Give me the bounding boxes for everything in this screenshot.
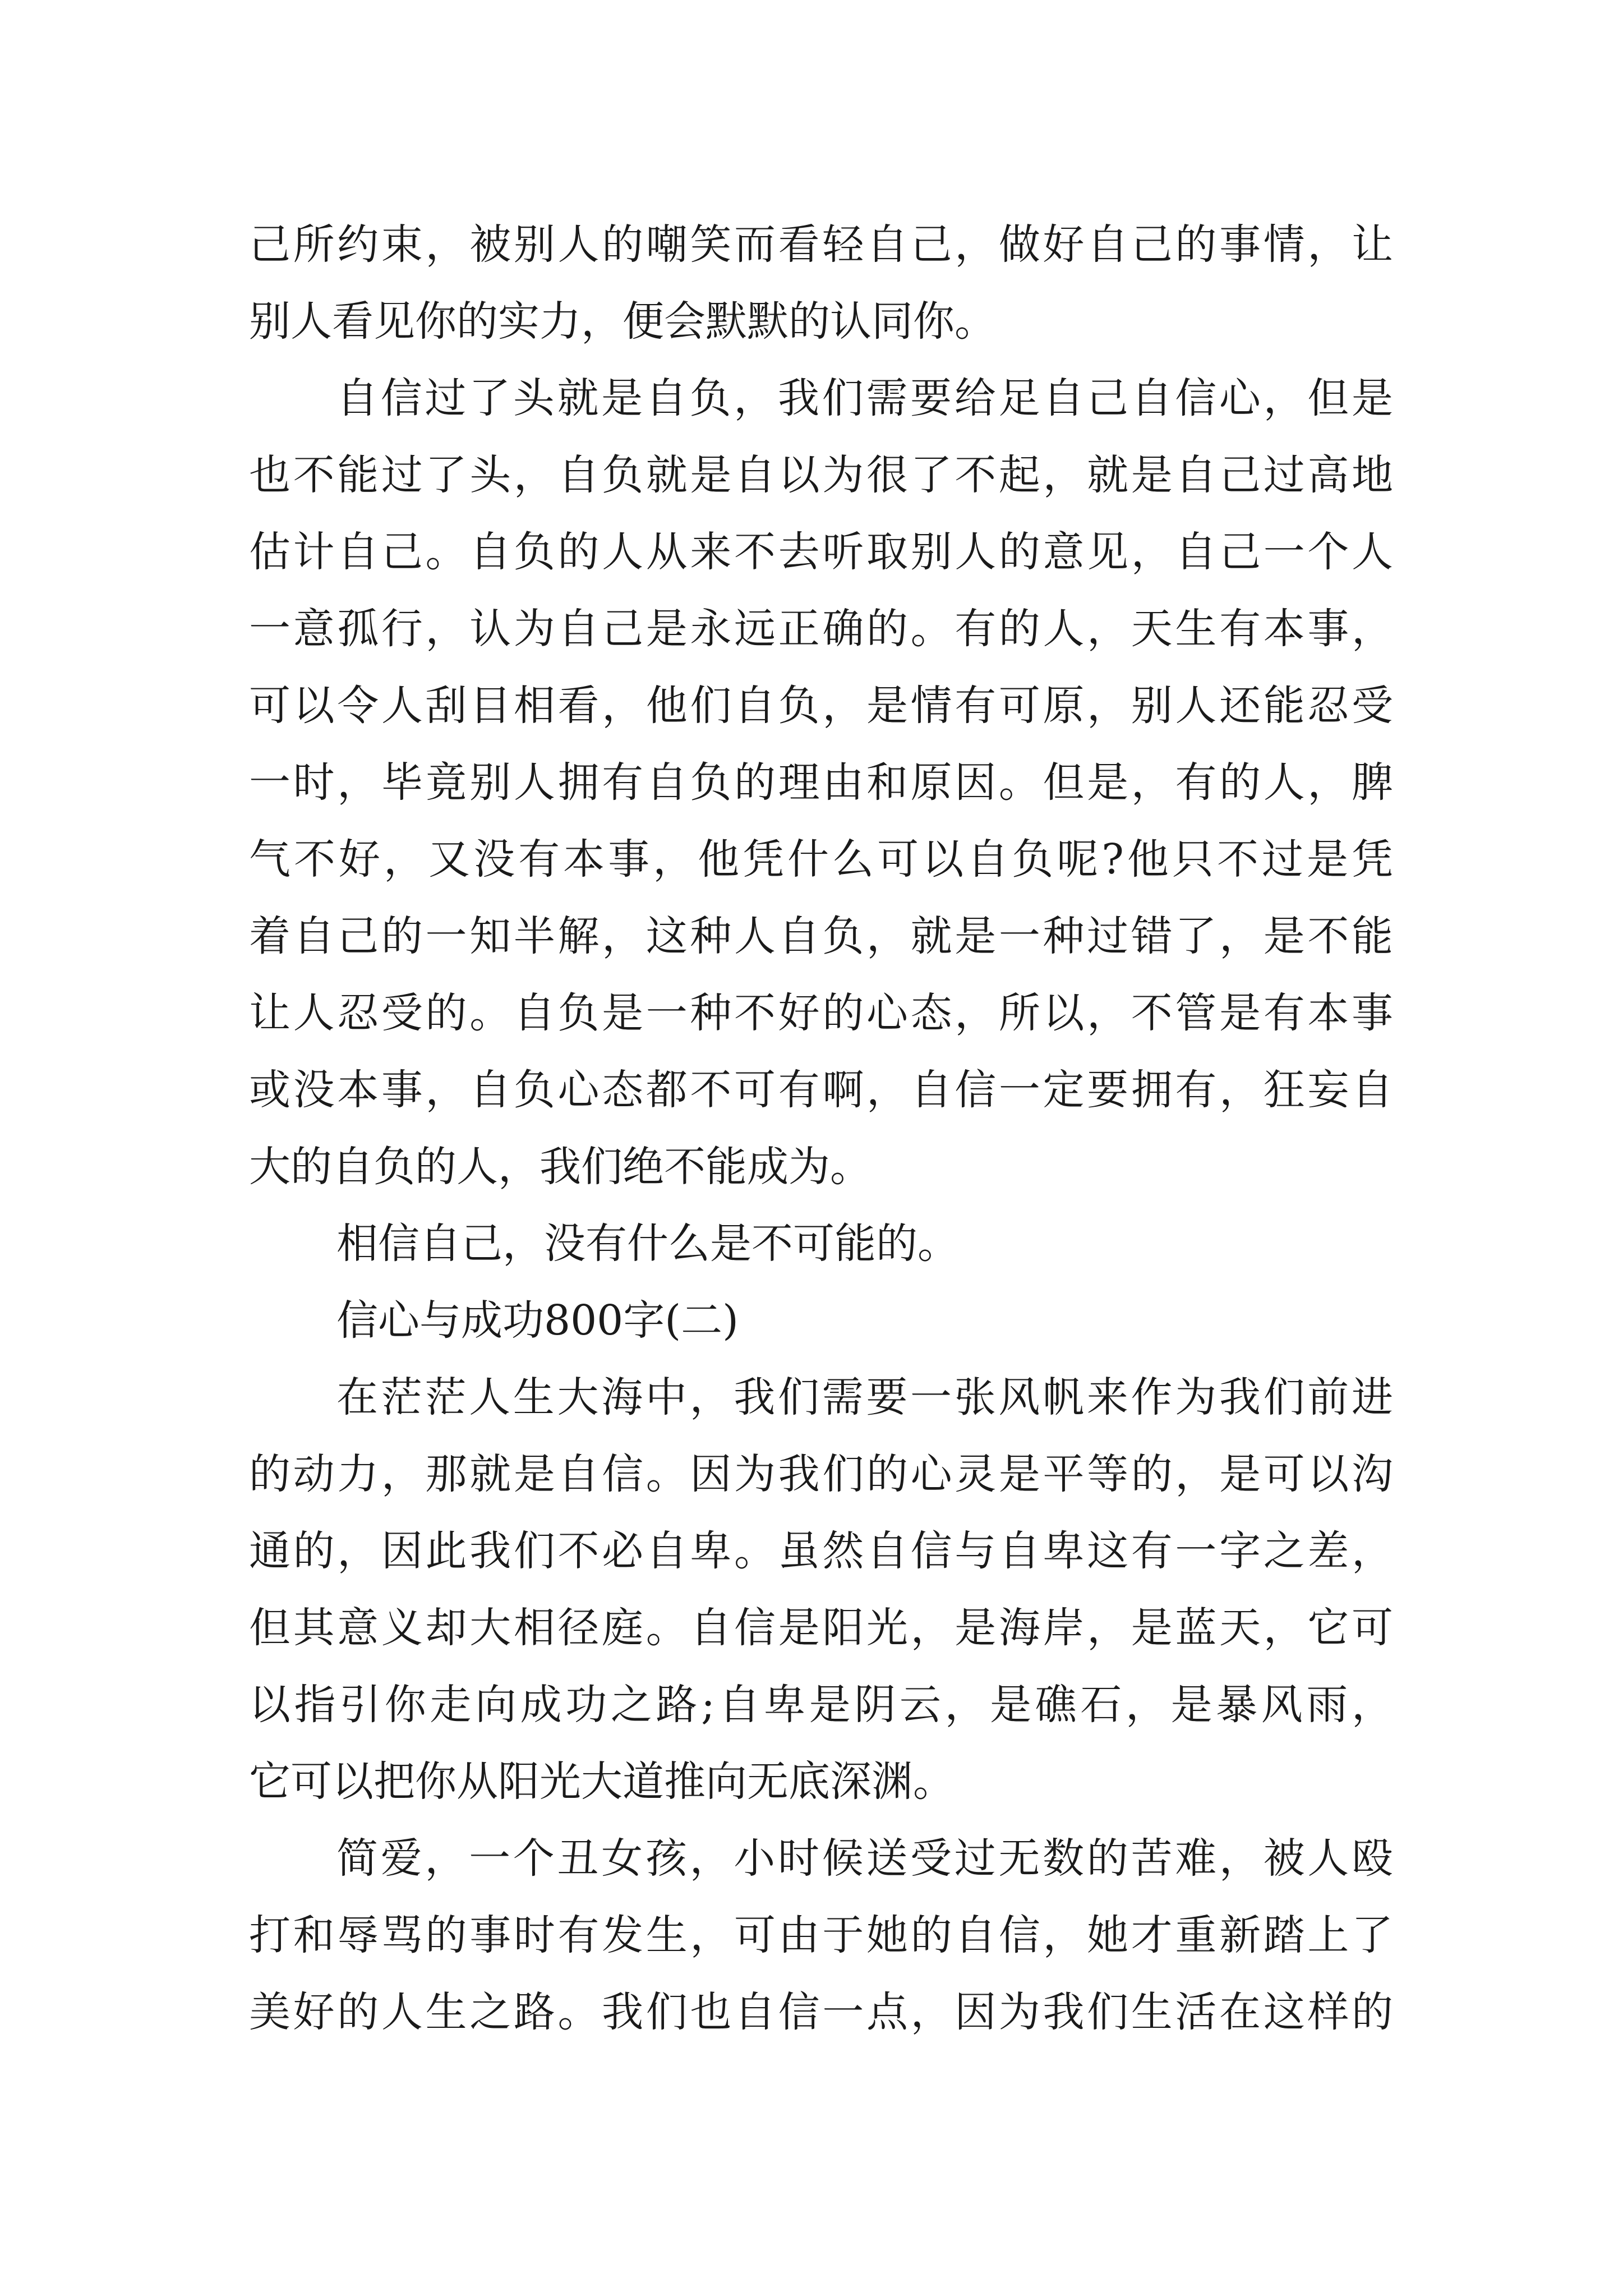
text-line: 自信过了头就是自负，我们需要给足自己自信心，但是 — [336, 374, 1393, 422]
text-line: 一意孤行，认为自己是永远正确的。有的人，天生有本事， — [249, 605, 1393, 653]
text-line: 可以令人刮目相看，他们自负，是情有可原，别人还能忍受 — [249, 682, 1393, 730]
text-line: 或没本事，自负心态都不可有啊，自信一定要拥有，狂妄自 — [249, 1066, 1393, 1114]
text-line: 以指引你走向成功之路;自卑是阴云，是礁石，是暴风雨， — [249, 1681, 1393, 1729]
section-heading: 信心与成功800字(二) — [336, 1296, 739, 1345]
text-line: 着自己的一知半解，这种人自负，就是一种过错了，是不能 — [249, 912, 1393, 960]
text-line: 简爱，一个丑女孩，小时候送受过无数的苦难，被人殴 — [336, 1834, 1393, 1883]
text-line: 让人忍受的。自负是一种不好的心态，所以，不管是有本事 — [249, 989, 1393, 1037]
text-line: 估计自己。自负的人从来不去听取别人的意见，自己一个人 — [249, 528, 1393, 576]
text-line: 也不能过了头，自负就是自以为很了不起，就是自己过高地 — [249, 451, 1393, 499]
text-line: 别人看见你的实力，便会默默的认同你。 — [249, 297, 996, 346]
text-line: 在茫茫人生大海中，我们需要一张风帆来作为我们前进 — [336, 1373, 1393, 1421]
text-line: 气不好，又没有本事，他凭什么可以自负呢?他只不过是凭 — [249, 835, 1393, 884]
text-line: 美好的人生之路。我们也自信一点，因为我们生活在这样的 — [249, 1988, 1393, 2036]
text-line: 大的自负的人，我们绝不能成为。 — [249, 1143, 872, 1191]
text-line: 己所约束，被别人的嘲笑而看轻自己，做好自己的事情，让 — [249, 220, 1393, 269]
text-line: 但其意义却大相径庭。自信是阳光，是海岸，是蓝天，它可 — [249, 1604, 1393, 1652]
text-line: 通的，因此我们不必自卑。虽然自信与自卑这有一字之差， — [249, 1527, 1393, 1575]
text-line: 的动力，那就是自信。因为我们的心灵是平等的，是可以沟 — [249, 1450, 1393, 1498]
text-line: 一时，毕竟别人拥有自负的理由和原因。但是，有的人，脾 — [249, 758, 1393, 807]
text-line: 它可以把你从阳光大道推向无底深渊。 — [249, 1757, 955, 1806]
text-line: 打和辱骂的事时有发生，可由于她的自信，她才重新踏上了 — [249, 1911, 1393, 1959]
text-line: 相信自己，没有什么是不可能的。 — [336, 1220, 959, 1268]
